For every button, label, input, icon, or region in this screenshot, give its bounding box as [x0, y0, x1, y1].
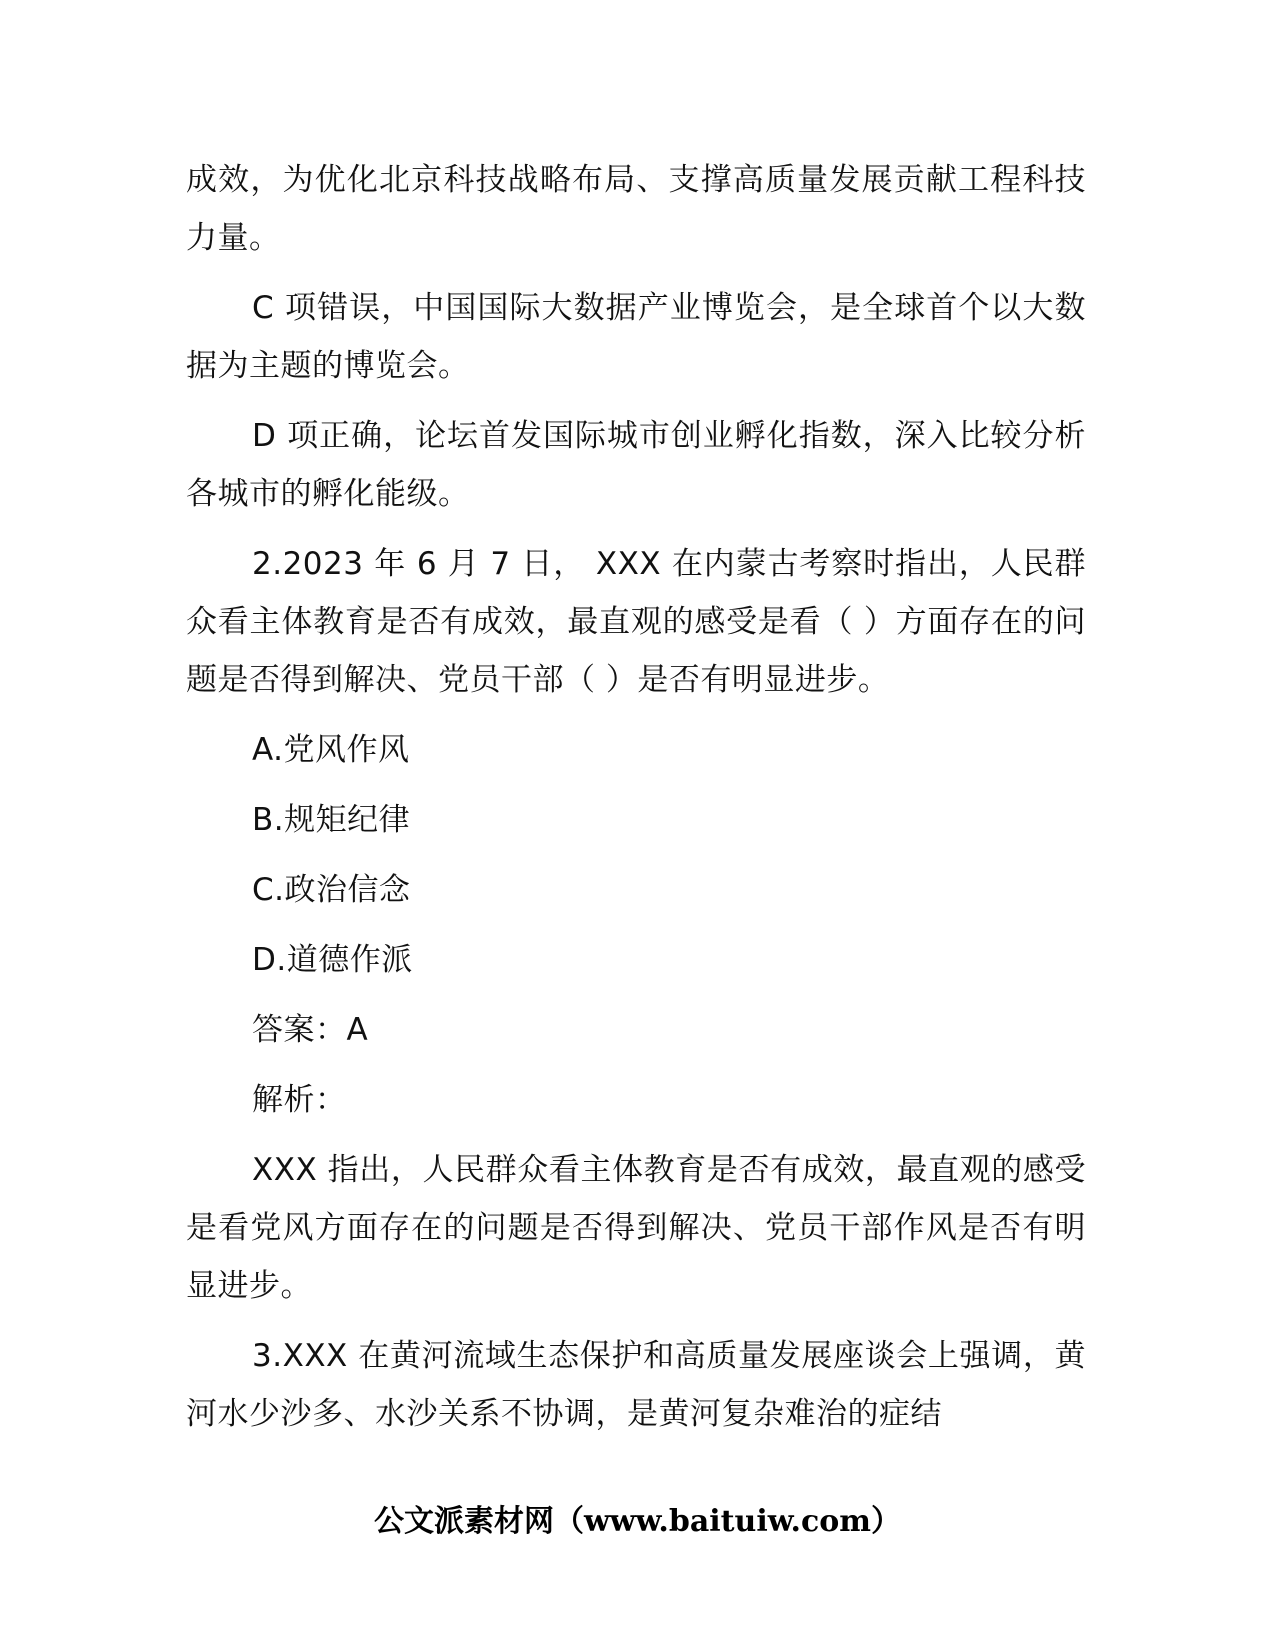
- answer-line: 答案：A: [252, 1012, 369, 1048]
- option-d: D.道德作派: [252, 942, 413, 978]
- analysis-label: 解析：: [252, 1082, 347, 1118]
- paragraph-option-d-explanation: D 项正确，论坛首发国际城市创业孵化指数，深入比较分析各城市的孵化能级。: [186, 418, 1086, 512]
- paragraph-continuation: 成效，为优化北京科技战略布局、支撑高质量发展贡献工程科技力量。: [186, 162, 1086, 256]
- paragraph-option-c-explanation: C 项错误，中国国际大数据产业博览会，是全球首个以大数据为主题的博览会。: [186, 290, 1086, 384]
- document-body: [186, 151, 1086, 1455]
- option-a: A.党风作风: [252, 732, 410, 768]
- footer-watermark: 公文派素材网（www.baituiw.com）: [373, 1504, 902, 1539]
- option-c: C.政治信念: [252, 872, 411, 908]
- option-b: B.规矩纪律: [252, 802, 411, 838]
- question-2: 2.2023 年 6 月 7 日， XXX 在内蒙古考察时指出，人民群众看主体教育是否有成效，最直观的感受是看（ ）方面存在的问题是否得到解决、党员干部（ ）是否有明显进步。: [186, 546, 1086, 698]
- question-3: 3.XXX 在黄河流域生态保护和高质量发展座谈会上强调，黄河水少沙多、水沙关系不协调，是黄河复杂难治的症结: [186, 1338, 1086, 1432]
- analysis-text: XXX 指出，人民群众看主体教育是否有成效，最直观的感受是看党风方面存在的问题是否得到解决、党员干部作风是否有明显进步。: [186, 1152, 1086, 1304]
